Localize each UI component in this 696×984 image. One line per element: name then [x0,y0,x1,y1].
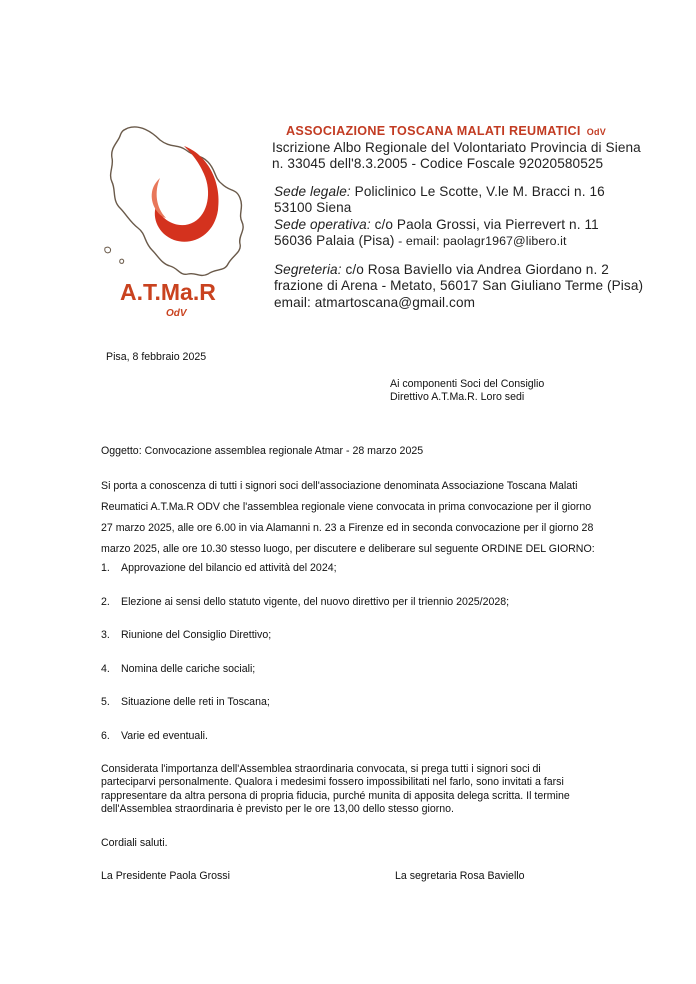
intro-line: marzo 2025, alle ore 10.30 stesso luogo, per discutere e deliberare sul seguente ORDINE DEL GIORNO: [101,543,595,555]
recipient-line: Direttivo A.T.Ma.R. Loro sedi [390,391,525,403]
legal-label: Sede legale: [274,184,351,199]
operative-label: Sede operativa: [274,216,371,232]
association-suffix: OdV [586,127,607,137]
agenda-text: Riunione del Consiglio Direttivo; [121,629,272,642]
address-block [274,184,605,250]
secretariat-line: frazione di Arena - Metato, 56017 San Giuliano Terme (Pisa) [274,278,644,294]
logo-subtitle: OdV [166,308,187,319]
closing-line: parteciparvi personalmente. Qualora i medesimi fossero impossibilitati nel farlo, sono invitati a farsi [101,776,564,789]
swirl-mark [155,146,219,242]
legal-address-city: 53100 Siena [274,200,352,216]
greeting: Cordiali saluti. [101,837,168,849]
map-outline [111,127,244,275]
agenda-number: 3. [101,629,110,642]
intro-paragraph [101,476,595,560]
operative-address-city: 56036 Palaia (Pisa) - email: paolagr1967@libero.it [274,233,567,249]
agenda-number: 6. [101,729,110,742]
secretariat-block [274,262,643,311]
secretariat-line: Segreteria: c/o Rosa Baviello via Andrea Giordano n. 2 [274,262,609,277]
letter-subject: Oggetto: Convocazione assemblea regionale Atmar - 28 marzo 2025 [101,445,424,457]
logo-wordmark: A.T.Ma.R [120,279,216,305]
agenda-text: Nomina delle cariche sociali; [121,662,256,675]
agenda-text: Elezione ai sensi dello statuto vigente, del nuovo direttivo per il triennio 2025/2028; [121,595,510,608]
agenda-number: 2. [101,595,110,608]
registration-line: Iscrizione Albo Regionale del Volontariato Provincia di Siena [272,140,641,155]
closing-paragraph [101,763,570,817]
association-name [286,124,606,138]
agenda-text: Approvazione del bilancio ed attività del 2024; [121,562,337,574]
closing-line: rappresentare da altra persona di propria fiducia, purché munita di apposita delega scritta. Il termine [101,789,570,802]
intro-line: Reumatici A.T.Ma.R ODV che l'assemblea regionale viene convocata in prima convocazione per il giorno [101,501,592,513]
agenda-number: 1. [101,562,110,574]
tuscany-map-icon [100,118,270,330]
registration-line: n. 33045 dell'8.3.2005 - Codice Foscale 92020580525 [272,156,604,172]
closing-line: dell'Assemblea straordinaria è previsto per le ore 13,00 dello stesso giorno. [101,803,454,816]
registration-block [272,140,641,173]
agenda-number: 4. [101,662,110,675]
legal-address-line: Sede legale: Policlinico Le Scotte, V.le M. Bracci n. 16 [274,184,605,199]
intro-line: 27 marzo 2025, alle ore 6.00 in via Alamanni n. 23 a Firenze ed in seconda convocazione per il giorno 28 [101,522,594,534]
signature-secretary: La segretaria Rosa Baviello [395,870,525,882]
secretariat-label: Segreteria: [274,262,342,277]
recipient-block [390,378,544,404]
recipient-line: Ai componenti Soci del Consiglio [390,378,545,390]
agenda-text: Situazione delle reti in Toscana; [121,696,270,709]
closing-line: Considerata l'importanza dell'Assemblea straordinaria convocata, si prega tutti i signori soci di [101,763,541,775]
agenda-number: 5. [101,696,110,709]
president-email[interactable]: - email: paolagr1967@libero.it [394,234,567,249]
letter-date: Pisa, 8 febbraio 2025 [106,351,207,363]
signature-president: La Presidente Paola Grossi [101,870,230,882]
intro-line: Si porta a conoscenza di tutti i signori soci dell'associazione denominata Associazione Toscana Malati [101,480,578,492]
operative-address-line: Sede operativa: c/o Paola Grossi, via Pierrevert n. 11 [274,216,599,232]
association-name-text: ASSOCIAZIONE TOSCANA MALATI REUMATICI [286,124,581,138]
agenda-text: Varie ed eventuali. [121,729,208,742]
secretariat-email[interactable]: email: atmartoscana@gmail.com [274,294,476,310]
atmar-logo [100,118,270,330]
